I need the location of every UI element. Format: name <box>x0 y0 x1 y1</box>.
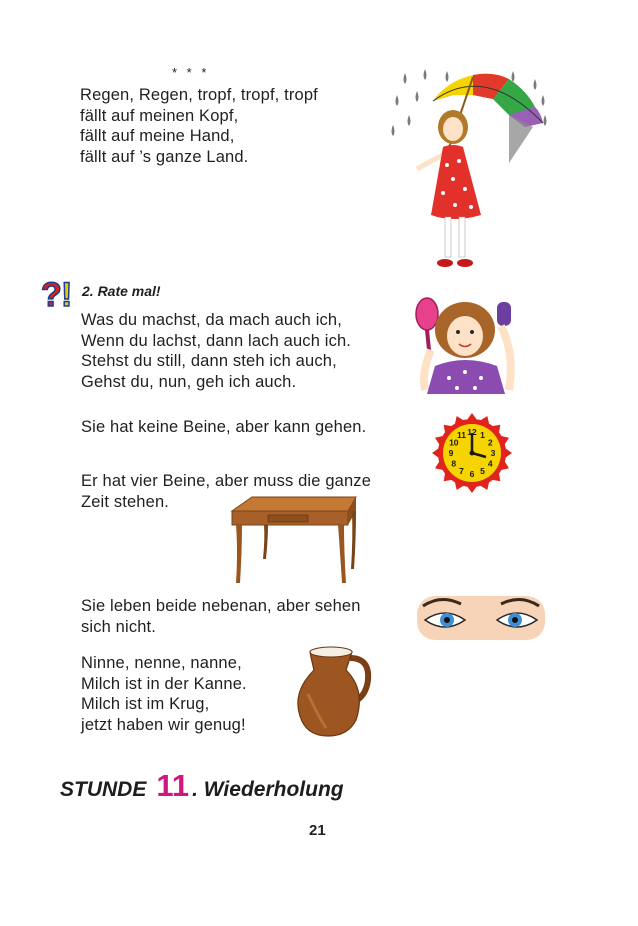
clock-numeral: 2 <box>487 437 493 448</box>
clock-numeral: 10 <box>449 437 459 448</box>
riddle-line: Wenn du lachst, dann lach auch ich. <box>81 331 352 350</box>
clock-numeral: 8 <box>451 458 457 469</box>
riddle-line: Sie hat keine Beine, aber kann gehen. <box>81 418 367 436</box>
lesson-title: . Wiederholung <box>192 778 344 801</box>
poem-line: Regen, Regen, tropf, tropf, tropf <box>80 86 318 104</box>
riddle-line: Was du machst, da mach auch ich, <box>81 311 342 329</box>
svg-text:!: ! <box>61 276 73 314</box>
riddle-line: jetzt haben wir genug! <box>81 715 246 734</box>
lesson-heading <box>60 768 344 804</box>
girl-with-umbrella-illustration <box>385 65 555 287</box>
poem-line: fällt auf meine Hand, <box>80 127 235 145</box>
table-illustration <box>228 495 358 587</box>
girl-with-mirror-illustration <box>405 294 527 394</box>
riddle-clock <box>81 417 366 438</box>
riddle-line: Milch ist im Krug, <box>81 695 210 713</box>
riddle-line: Sie leben beide nebenan, aber sehen <box>81 597 361 615</box>
riddle-line: Ninne, nenne, nanne, <box>81 654 242 672</box>
poem-rain <box>80 85 318 167</box>
clock-numeral: 12 <box>467 427 477 437</box>
clock-numeral: 11 <box>457 429 466 440</box>
task-title: 2. Rate mal! <box>82 283 161 299</box>
poem-line: fällt auf ’s ganze Land. <box>80 147 249 166</box>
lesson-number: 11 <box>156 768 190 803</box>
riddle-shadow <box>81 310 351 392</box>
page-number: 21 <box>309 822 326 839</box>
clock-illustration <box>430 413 514 493</box>
clock-numeral: 7 <box>459 466 464 477</box>
riddle-milk <box>81 653 247 735</box>
clock-numeral: 4 <box>487 458 493 469</box>
eyes-illustration <box>417 596 545 640</box>
clock-numeral: 3 <box>490 448 496 458</box>
riddle-line: Zeit stehen. <box>81 492 170 511</box>
lesson-prefix: STUNDE <box>60 778 147 801</box>
clock-numeral: 1 <box>480 429 485 440</box>
question-exclamation-icon <box>40 275 78 314</box>
riddle-line: Er hat vier Beine, aber muss die ganze <box>81 472 372 490</box>
riddle-line: Gehst du, nun, geh ich auch. <box>81 372 297 391</box>
clock-numeral: 9 <box>448 448 454 458</box>
milk-jug-illustration <box>296 642 372 738</box>
riddle-line: Stehst du still, dann steh ich auch, <box>81 352 337 370</box>
clock-numeral: 6 <box>469 469 475 479</box>
poem-line: fällt auf meinen Kopf, <box>80 106 239 125</box>
riddle-line: sich nicht. <box>81 617 157 636</box>
riddle-line: Milch ist in der Kanne. <box>81 674 247 693</box>
clock-numeral: 5 <box>480 466 485 477</box>
riddle-eyes <box>81 596 361 637</box>
poem-separator-stars: * * * <box>172 65 210 80</box>
svg-text:?: ? <box>41 276 62 314</box>
